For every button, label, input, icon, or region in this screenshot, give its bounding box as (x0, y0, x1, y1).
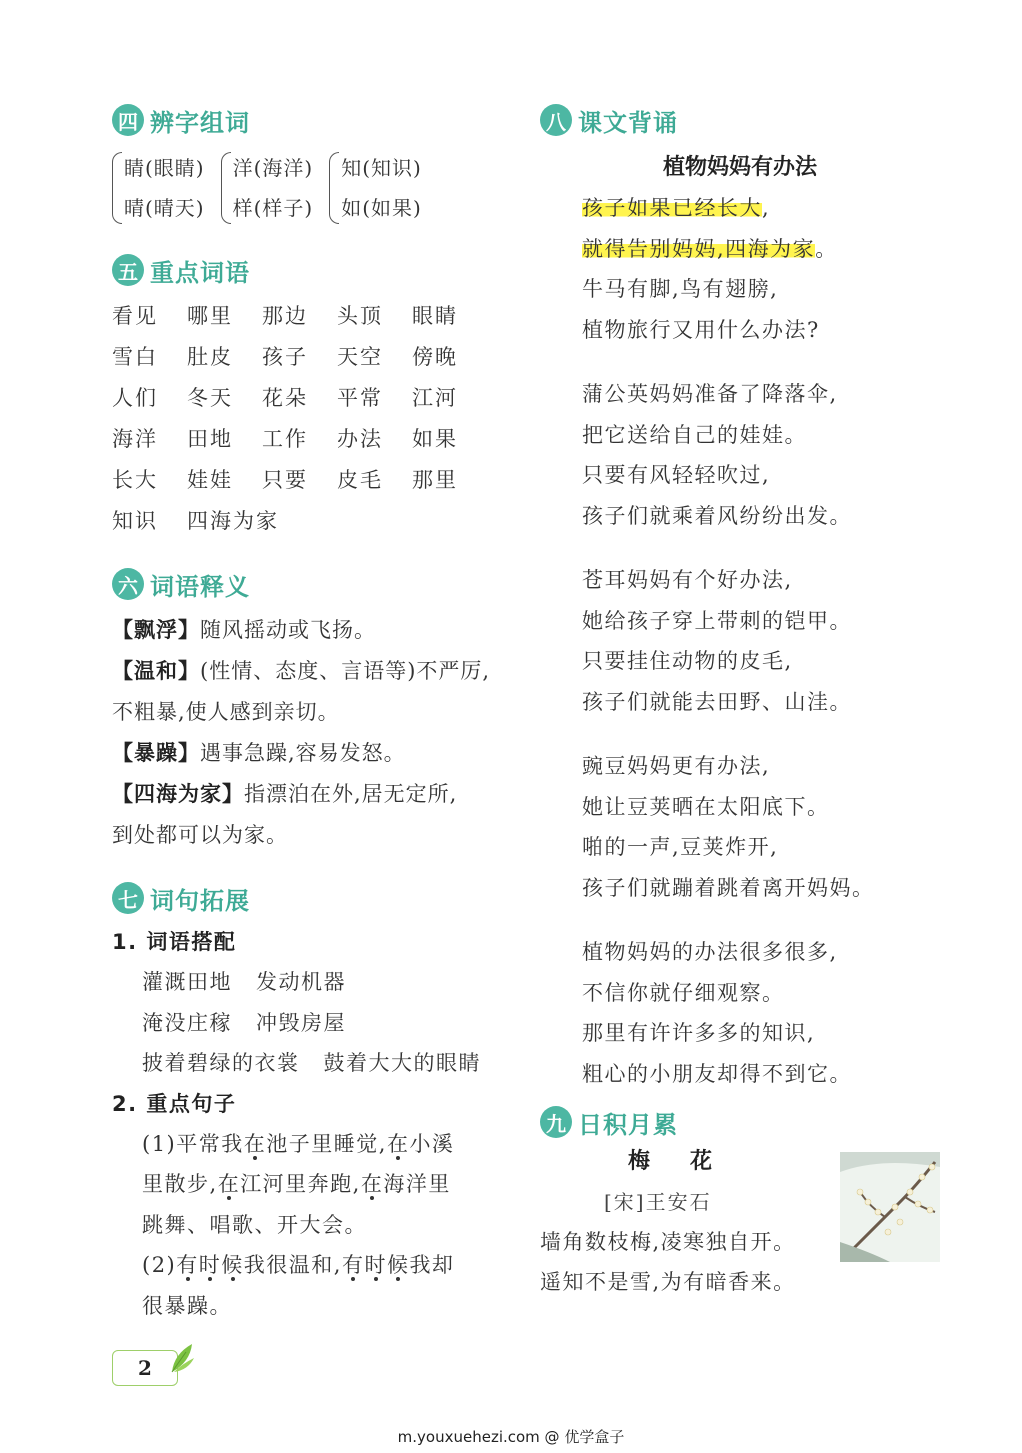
section-title: 课文背诵 (578, 108, 678, 137)
poem-line: 豌豆妈妈更有办法, (582, 754, 771, 778)
sentence-text: 池子里睡觉, (266, 1131, 387, 1156)
definition-term: 【四海为家】 (112, 782, 244, 806)
poem-line: 只要挂住动物的皮毛, (582, 649, 793, 673)
word: 哪里 (187, 304, 233, 328)
definition (112, 610, 512, 651)
section-5-header (112, 250, 512, 290)
word: 只要 (262, 468, 308, 492)
dotted-char: 候 (386, 1253, 410, 1277)
subheading: 2. 重点句子 (112, 1091, 237, 1116)
poem-line: 植物妈妈的办法很多很多, (582, 940, 838, 964)
sentence-text: 我却 (409, 1253, 455, 1277)
brace-icon (221, 152, 231, 224)
section-6-header (112, 564, 512, 604)
definition-text: 随风摇动或飞扬。 (200, 618, 376, 642)
word: 那边 (262, 304, 308, 328)
sentence-text: 江河里奔跑, (240, 1172, 361, 1196)
poem-line: 那里有许许多多的知识, (582, 1021, 816, 1045)
pair-line: 晴(晴天) (124, 196, 205, 220)
poem-line: 遥知不是雪,为有暗香来。 (540, 1270, 796, 1294)
word: 冬天 (187, 386, 233, 410)
poem-line: 孩子们就乘着风纷纷出发。 (582, 503, 852, 528)
poem-line: 苍耳妈妈有个好办法, (582, 568, 793, 592)
highlighted-line: 就得告别妈妈,四海为家 (582, 236, 816, 261)
word: 娃娃 (187, 468, 233, 492)
key-words (112, 296, 512, 542)
leaf-icon (168, 1340, 198, 1376)
phrase-row (112, 1043, 512, 1084)
footer-watermark: m.youxuehezi.com @ 优学盒子 (397, 1428, 625, 1446)
sentence-text: (2) (142, 1253, 177, 1277)
pair-line: 样(样子) (232, 196, 314, 220)
dotted-char: 在 (360, 1172, 384, 1196)
word: 工作 (262, 427, 308, 451)
definition (112, 733, 512, 774)
plum-blossom-illustration (840, 1152, 940, 1262)
section-badge: 八 (540, 104, 572, 136)
sentence-text: 很暴躁。 (142, 1293, 232, 1318)
definition (112, 651, 512, 692)
poem-line: 粗心的小朋友却得不到它。 (582, 1061, 852, 1086)
sentence-text: 海洋里 (383, 1172, 451, 1196)
section-4-header (112, 100, 512, 140)
word: 那里 (412, 468, 458, 492)
section-badge: 六 (112, 568, 144, 600)
section-badge: 七 (112, 882, 144, 914)
section-title: 词句拓展 (150, 886, 250, 915)
pair-line: 如(如果) (341, 196, 422, 220)
page-number: 2 (112, 1350, 178, 1386)
key-sentence-2 (112, 1245, 512, 1326)
definition-text: (性情、态度、言语等)不严厉, (200, 659, 491, 683)
poem-stanza (582, 188, 940, 350)
word: 肚皮 (187, 345, 233, 369)
word: 花朵 (262, 386, 308, 410)
definition-text: 指漂泊在外,居无定所, (244, 782, 458, 806)
brace-icon (112, 152, 122, 224)
word: 田地 (187, 427, 233, 451)
pair-line: 知(知识) (341, 156, 422, 180)
poem-line: 孩子们就能去田野、山洼。 (582, 689, 852, 714)
dotted-char: 在 (386, 1131, 410, 1156)
poem-line: 植物旅行又用什么办法? (582, 317, 820, 342)
word-row (112, 296, 512, 337)
phrase: 冲毁房屋 (256, 1010, 346, 1035)
word-row (112, 419, 512, 460)
section-title: 重点词语 (150, 258, 250, 287)
word: 办法 (337, 427, 383, 451)
poem-stanza (582, 374, 940, 536)
left-column (112, 100, 512, 1326)
definition-text: 遇事急躁,容易发怒。 (200, 741, 406, 765)
sentence-text: 小溪 (409, 1131, 455, 1156)
char-pairs (112, 148, 512, 228)
poem-stanza (582, 560, 940, 722)
punctuation: 。 (815, 236, 838, 261)
word: 傍晚 (412, 345, 458, 369)
section-badge: 九 (540, 1106, 572, 1138)
poem-line: 牛马有脚,鸟有翅膀, (582, 277, 779, 301)
section-7-header (112, 878, 512, 918)
recitation-poem (540, 188, 940, 1094)
word: 江河 (412, 386, 458, 410)
sentence-text: (1)平常我 (142, 1131, 244, 1156)
word-row (112, 501, 512, 542)
phrase: 灌溉田地 (142, 970, 232, 994)
phrase-extension (112, 922, 512, 1326)
sentence-text: 我很温和, (243, 1253, 342, 1277)
dotted-char: 有 (341, 1253, 365, 1277)
poem-title: 梅花 (628, 1149, 753, 1174)
char-pair (221, 148, 314, 228)
section-title: 词语释义 (150, 572, 250, 601)
word: 雪白 (112, 345, 158, 369)
section-9 (540, 1102, 940, 1302)
dotted-char: 时 (198, 1253, 222, 1277)
brace-icon (329, 152, 339, 224)
section-badge: 五 (112, 254, 144, 286)
poem-line: 墙角数枝梅,凌寒独自开。 (540, 1230, 796, 1254)
dotted-char: 在 (217, 1172, 241, 1196)
poem-line: 只要有风轻轻吹过, (582, 463, 771, 487)
phrase-row (112, 962, 512, 1003)
word: 眼睛 (412, 304, 458, 328)
poem-line: 她让豆荚晒在太阳底下。 (582, 794, 830, 819)
poem-author: [宋]王安石 (604, 1190, 712, 1214)
poem-line: 把它送给自己的娃娃。 (582, 422, 807, 447)
word: 孩子 (262, 345, 308, 369)
poem-line: 不信你就仔细观察。 (582, 980, 785, 1005)
poem-line: 孩子们就蹦着跳着离开妈妈。 (582, 875, 875, 900)
section-8-header (540, 100, 940, 140)
phrase: 披着碧绿的衣裳 (142, 1051, 300, 1075)
sentence-text: 跳舞、唱歌、开大会。 (142, 1212, 367, 1237)
word: 海洋 (112, 427, 158, 451)
word-row (112, 337, 512, 378)
dotted-char: 在 (243, 1131, 267, 1156)
word: 头顶 (337, 304, 383, 328)
word: 如果 (412, 427, 458, 451)
word-row (112, 378, 512, 419)
word: 知识 (112, 509, 158, 533)
dotted-char: 时 (364, 1253, 387, 1277)
poem-title: 植物妈妈有办法 (662, 155, 817, 180)
poem-line: 她给孩子穿上带刺的铠甲。 (582, 608, 852, 633)
definition-term: 【暴躁】 (112, 741, 200, 765)
word-row (112, 460, 512, 501)
definition (112, 774, 512, 815)
phrase: 淹没庄稼 (142, 1010, 232, 1035)
word: 天空 (337, 345, 383, 369)
pair-line: 睛(眼睛) (124, 156, 205, 180)
word: 长大 (112, 468, 158, 492)
word: 平常 (337, 386, 383, 410)
sentence-text: 里散步, (142, 1172, 218, 1196)
section-title: 辨字组词 (150, 108, 250, 137)
char-pair (112, 148, 205, 228)
poem-stanza (582, 932, 940, 1094)
word: 看见 (112, 304, 158, 328)
poem-line: 蒲公英妈妈准备了降落伞, (582, 382, 838, 406)
phrase: 鼓着大大的眼睛 (323, 1051, 481, 1075)
definition-term: 【飘浮】 (112, 618, 200, 642)
right-column (540, 100, 940, 1302)
dotted-char: 有 (176, 1253, 199, 1277)
char-pair (329, 148, 422, 228)
word: 人们 (112, 386, 158, 410)
word: 四海为家 (187, 509, 279, 533)
phrase-row (112, 1003, 512, 1044)
dotted-char: 候 (221, 1253, 244, 1277)
definition-term: 【温和】 (112, 659, 200, 683)
section-badge: 四 (112, 104, 144, 136)
poem-line: 啪的一声,豆荚炸开, (582, 835, 779, 859)
section-9-header (540, 1102, 940, 1142)
word-definitions (112, 610, 512, 856)
definition-text: 到处都可以为家。 (112, 823, 288, 847)
punctuation: , (762, 196, 771, 220)
subheading: 1. 词语搭配 (112, 930, 237, 954)
definition-text: 不粗暴,使人感到亲切。 (112, 700, 340, 724)
highlighted-line: 孩子如果已经长大 (582, 196, 762, 220)
poem-stanza (582, 746, 940, 908)
word: 皮毛 (337, 468, 383, 492)
key-sentence-1 (112, 1124, 512, 1246)
pair-line: 洋(海洋) (232, 156, 314, 180)
section-title: 日积月累 (578, 1110, 678, 1139)
phrase: 发动机器 (256, 970, 346, 994)
